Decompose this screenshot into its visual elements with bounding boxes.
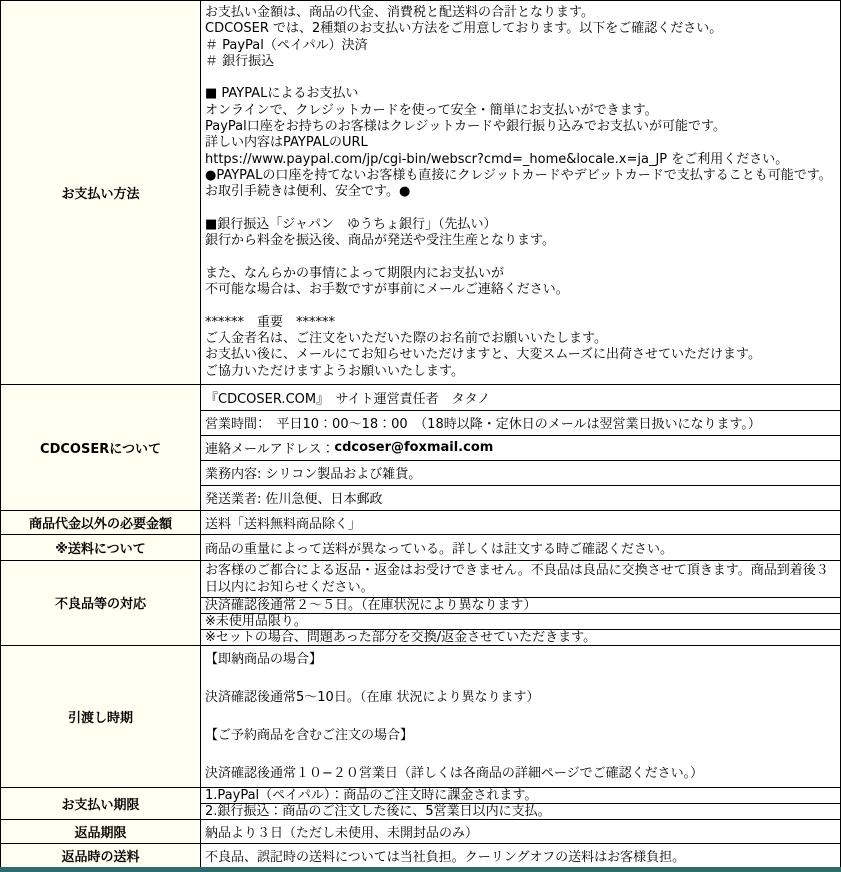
payment-method-line: お支払い後に、メールにてお知らせいただけますと、大変スムーズに出荷させていただけます。 (205, 347, 762, 363)
payment-method-line: 詳しい内容はPAYPALのURL (205, 135, 368, 151)
row-shipping-note (1, 534, 840, 560)
blank-line (201, 298, 840, 314)
payment-method-content (201, 1, 840, 384)
payment-method-line: ご協力いただけますようお願いいたします。 (205, 363, 464, 379)
row-label-payment-method: お支払い方法 (1, 1, 201, 384)
payment-method-line: 銀行から料金を振込後、商品が発送や受注生産となります。 (205, 233, 555, 249)
payment-method-line: ■ PAYPALによるお支払い (205, 86, 359, 102)
about-shippers-row: 発送業者: 佐川急便、日本郵政 (201, 485, 840, 510)
row-delivery-time (1, 645, 840, 787)
row-return-shipping (1, 843, 840, 867)
row-label-shipping-note: ※送料について (1, 535, 201, 560)
blank-line (201, 745, 840, 764)
row-label-delivery-time: 引渡し時期 (1, 646, 201, 787)
payment-method-line: お支払い金額は、商品の代金、消費税と配送料の合計となります。 (205, 5, 594, 20)
row-label-payment-deadline: お支払い期限 (1, 788, 201, 819)
row-extra-fees (1, 510, 840, 534)
payment-method-line: CDCOSER では、2種類のお支払い方法をご用意しております。以下をご確認ください。 (205, 21, 723, 37)
delivery-time-line: 決済確認後通常5〜10日。（在庫 状況により異なります） (205, 689, 540, 705)
payment-method-line: また、なんらかの事情によって期限内にお支払いが (205, 265, 505, 281)
contact-email-label: 連絡メールアドレス： (205, 442, 335, 458)
extra-fees-text: 送料「送料無料商品除く」 (205, 516, 362, 532)
about-hours-row: 営業時間： 平日10：00〜18：00 （18時以降・定休日のメールは翌営業日扱いになります。） (201, 410, 840, 435)
payment-method-line: 不可能な場合は、お手数ですが事前にメールご連絡ください。 (205, 282, 569, 298)
payment-deadline-bank-row: 2.銀行振込：商品のご注文した後に、5営業日以内に支払。 (201, 803, 840, 819)
row-payment-method (1, 1, 840, 384)
delivery-time-content (201, 646, 840, 787)
blank-line (201, 707, 840, 726)
shipping-note-text: 商品の重量によって送料が異なっている。詳しくは註文する時ご確認ください。 (205, 541, 674, 557)
blank-line (201, 669, 840, 688)
about-operator-row: 『CDCOSER.COM』 サイト運営責任者 タタノ (205, 391, 491, 407)
row-label-return-deadline: 返品期限 (1, 820, 201, 843)
payment-method-line: ■銀行振込「ジャパン ゆうちょ銀行」（先払い） (205, 216, 497, 232)
defective-set-row: ※セットの場合、問題あった部分を交換/返金させていただきます。 (201, 629, 840, 645)
delivery-time-line: 【ご予約商品を含むご注文の場合】 (205, 727, 414, 743)
defective-unused-row: ※未使用品限り。 (201, 613, 840, 629)
return-shipping-text: 不良品、誤記時の送料については当社負担。クーリングオフの送料はお客様負担。 (205, 849, 686, 865)
delivery-time-line: 【即納商品の場合】 (205, 651, 323, 667)
about-business-row: 業務内容: シリコン製品および雑貨。 (201, 460, 840, 485)
row-return-deadline (1, 819, 840, 843)
payment-method-line: PayPal口座をお持ちのお客様はクレジットカードや銀行振り込みでお支払いが可能です。 (205, 119, 726, 135)
row-payment-deadline (1, 787, 840, 819)
payment-method-line: オンラインで、クレジットカードを使って安全・簡単にお支払いができます。 (205, 102, 658, 118)
row-defective-handling (1, 560, 840, 645)
row-label-about-cdcoser: CDCOSERについて (1, 385, 201, 510)
payment-deadline-paypal-row: 1.PayPal（ペイパル）：商品のご注文時に課金されます。 (205, 787, 538, 803)
return-deadline-text: 納品より３日（ただし未使用、未開封品のみ） (205, 825, 479, 841)
row-label-extra-fees: 商品代金以外の必要金額 (1, 511, 201, 534)
payment-method-line: お取引手続きは便利、安全です。● (205, 184, 411, 200)
paypal-url-line: https://www.paypal.com/jp/cgi-bin/webscr?cmd=_home&locale.x=ja_JP をご利用ください。 (205, 151, 789, 167)
about-contact-row (201, 435, 840, 460)
payment-method-line: ＃ 銀行振込 (205, 53, 275, 69)
defective-policy-row: お客様のご都合による返品・返金はお受けできません。不良品は良品に交換させて頂きます。商品到着後３日以内にお知らせください。 (205, 562, 829, 595)
contact-email: cdcoser@foxmail.com (334, 440, 494, 456)
defective-processing-row: 決済確認後通常２〜５日。（在庫状況により異なります） (201, 597, 840, 613)
payment-deadline-content (201, 788, 840, 819)
payment-method-line: ＃ PayPal（ペイパル）決済 (205, 37, 368, 53)
blank-line (201, 70, 840, 86)
payment-method-line: ●PAYPALの口座を持てないお客様も直接にクレジットカードやデビットカードで支払することも可能です。 (205, 167, 832, 183)
blank-line (201, 201, 840, 217)
important-note-heading: ****** 重要 ****** (205, 314, 336, 330)
blank-line (201, 249, 840, 265)
about-content (201, 385, 840, 510)
row-label-return-shipping: 返品時の送料 (1, 844, 201, 867)
row-about-cdcoser (1, 384, 840, 510)
payment-method-line: ご入金者名は、ご注文をいただいた際のお名前でお願いいたします。 (205, 330, 607, 346)
defective-content (201, 561, 840, 645)
delivery-time-line: 決済確認後通常１０−２０営業日（詳しくは各商品の詳細ページでご確認ください。） (205, 765, 704, 781)
row-label-defective-handling: 不良品等の対応 (1, 561, 201, 645)
